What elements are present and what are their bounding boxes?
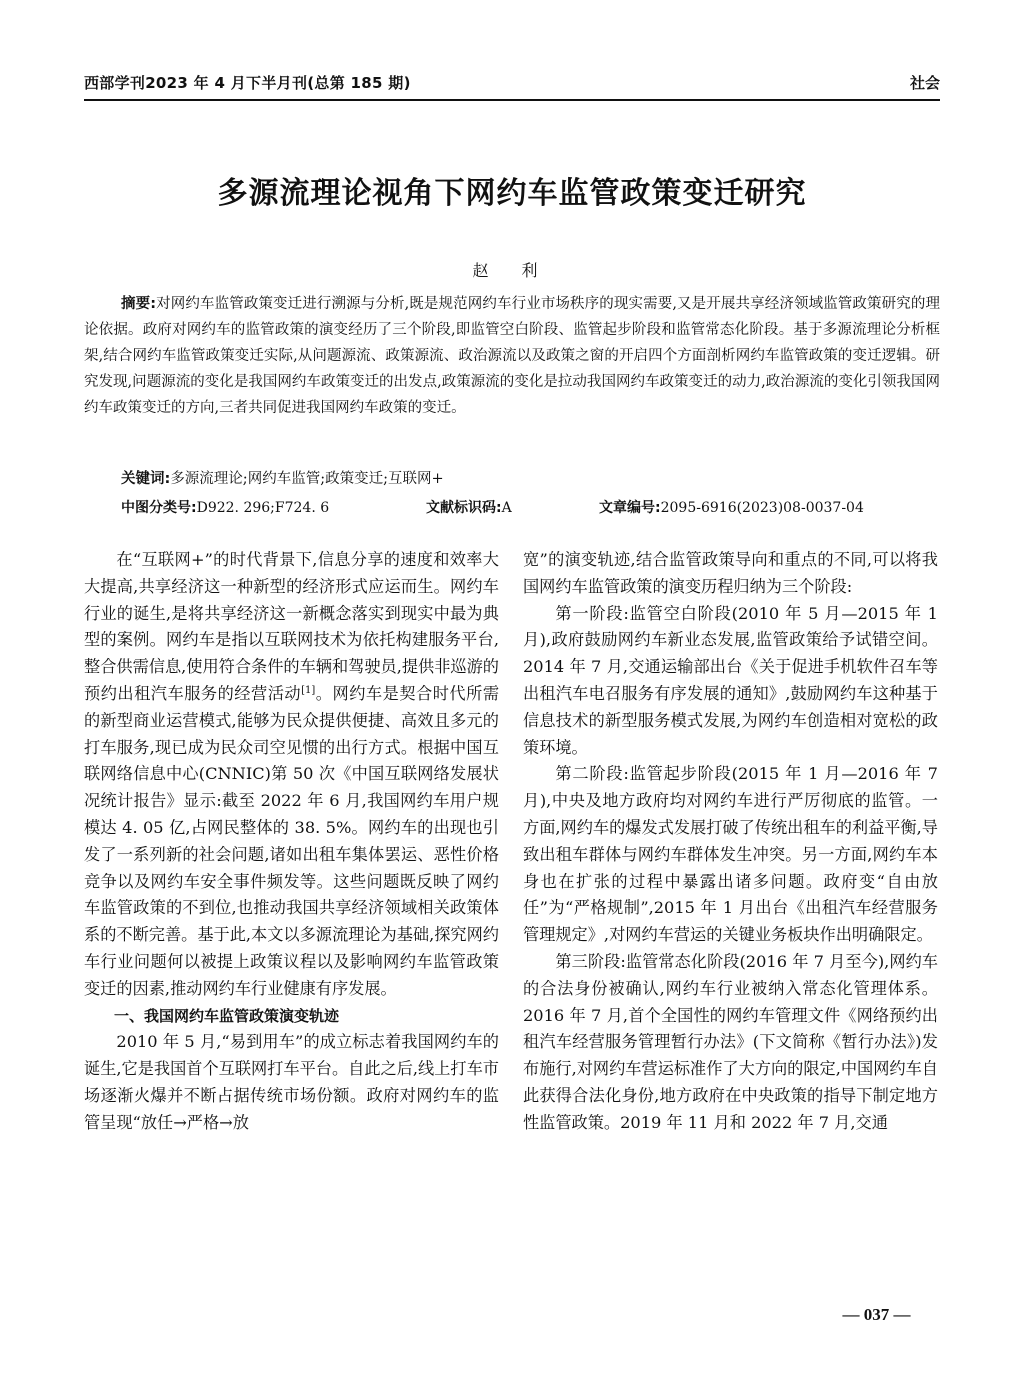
abstract xyxy=(84,291,940,421)
author-name: 赵 利 xyxy=(472,261,552,280)
paragraph: 在“互联网+”的时代背景下,信息分享的速度和效率大大提高,共享经济这一种新型的经济形式应运而生。网约车行业的诞生,是将共享经济这一新概念落实到现实中最为典型的案例。网约车是指以互联网技术为依托构建服务平台,整合供需信息,使用符合条件的车辆和驾驶员,提供非巡游的预约出租汽车服务的经营活动[1]。网约车是契合时代所需的新型商业运营模式,能够为民众提供便捷、高效且多元的打车服务,现已成为民众司空见惯的出行方式。根据中国互联网络信息中心(CNNIC)第 50 次《中国互联网络发展状况统计报告》显示:截至 2022 年 6 月,我国网约车用户规模达 4. 05 亿,占网民整体的 38. 5%。网约车的出现也引发了一系列新的社会问题,诸如出租车集体罢运、恶性价格竞争以及网约车安全事件频发等。这些问题既反映了网约车监管政策的不到位,也推动我国共享经济领域相关政策体系的不断完善。基于此,本文以多源流理论为基础,探究网约车行业问题何以被提上政策议程以及影响网约车监管政策变迁的因素,推动网约车行业健康有序发展。 xyxy=(84,550,500,998)
abstract-text: 对网约车监管政策变迁进行溯源与分析,既是规范网约车行业市场秩序的现实需要,又是开展共享经济领域监管政策研究的理论依据。政府对网约车的监管政策的演变经历了三个阶段,即监管空白阶段、监管起步阶段和监管常态化阶段。基于多源流理论分析框架,结合网约车监管政策变迁实际,从问题源流、政策源流、政治源流以及政策之窗的开启四个方面剖析网约车监管政策的变迁逻辑。研究发现,问题源流的变化是我国网约车政策变迁的出发点,政策源流的变化是拉动我国网约车政策变迁的动力,政治源流的变化引领我国网约车政策变迁的方向,三者共同促进我国网约车政策的变迁。 xyxy=(84,296,940,416)
keywords-label: 关键词: xyxy=(121,471,171,487)
keywords xyxy=(121,468,941,490)
paragraph: 第二阶段:监管起步阶段(2015 年 1 月—2016 年 7 月),中央及地方政府均对网约车进行严厉彻底的监管。一方面,网约车的爆发式发展打破了传统出租车的利益平衡,导致出租车群体与网约车群体发生冲突。另一方面,网约车本身也在扩张的过程中暴露出诸多问题。政府变“自由放任”为“严格规制”,2015 年 1 月出台《出租汽车经营服务管理规定》,对网约车营运的关键业务板块作出明确限定。 xyxy=(523,764,938,945)
body-column-right xyxy=(523,547,938,1137)
paragraph: 第三阶段:监管常态化阶段(2016 年 7 月至今),网约车的合法身份被确认,网约车行业被纳入常态化管理体系。2016 年 7 月,首个全国性的网约车管理文件《网络预约出租汽车经营服务管理暂行办法》(下文简称《暂行办法》)发布施行,对网约车营运标准作了大方向的限定,中国网约车自此获得合法化身份,地方政府在中央政策的指导下制定地方性监管政策。2019 年 11 月和 2022 年 7 月,交通 xyxy=(523,951,938,1132)
paragraph: 第一阶段:监管空白阶段(2010 年 5 月—2015 年 1 月),政府鼓励网约车新业态发展,监管政策给予试错空间。2014 年 7 月,交通运输部出台《关于促进手机软件召车等出租汽车电召服务有序发展的通知》,鼓励网约车这种基于信息技术的新型服务模式发展,为网约车创造相对宽松的政策环境。 xyxy=(523,603,938,757)
section-label: 社会 xyxy=(909,74,940,92)
running-header xyxy=(84,72,940,98)
section-heading: 一、我国网约车监管政策演变轨迹 xyxy=(114,1006,340,1025)
body-column-left xyxy=(84,547,499,1137)
classification-info xyxy=(121,497,941,521)
paragraph: 2010 年 5 月,“易到用车”的成立标志着我国网约车的诞生,它是我国首个互联网打车平台。自此之后,线上打车市场逐渐火爆并不断占据传统市场份额。政府对网约车的监管呈现“放任→严格→放 xyxy=(84,1032,499,1132)
clc-number: 中图分类号:D922. 296;F724. 6 xyxy=(121,500,330,516)
abstract-label: 摘要: xyxy=(121,296,157,312)
header-rule xyxy=(84,99,940,101)
journal-issue: 西部学刊2023 年 4 月下半月刊(总第 185 期) xyxy=(84,74,411,92)
document-code: 文献标识码:A xyxy=(426,500,512,516)
article-title: 多源流理论视角下网约车监管政策变迁研究 xyxy=(217,176,807,211)
page-number: — 037 — xyxy=(842,1305,911,1324)
citation-ref: [1] xyxy=(301,684,316,696)
article-number: 文章编号:2095-6916(2023)08-0037-04 xyxy=(599,500,864,516)
paragraph: 宽”的演变轨迹,结合监管政策导向和重点的不同,可以将我国网约车监管政策的演变历程归纳为三个阶段: xyxy=(523,550,938,596)
keywords-text: 多源流理论;网约车监管;政策变迁;互联网+ xyxy=(170,471,444,487)
